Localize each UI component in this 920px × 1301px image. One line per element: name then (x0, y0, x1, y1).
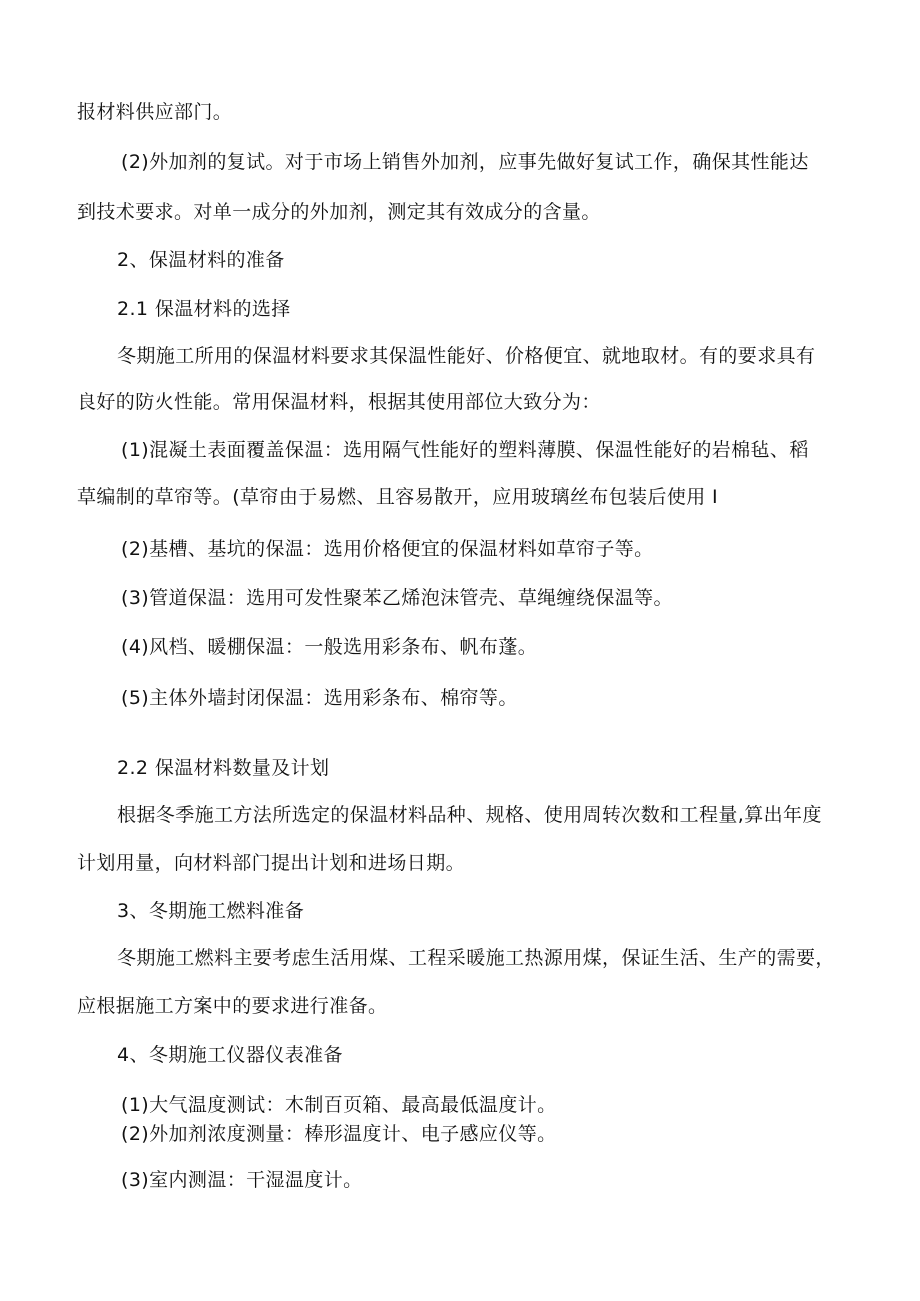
list-item: (1)混凝土表面覆盖保温：选用隔气性能好的塑料薄膜、保温性能好的岩棉毡、稻 (121, 439, 809, 461)
text-line: 草编制的草帘等。(草帘由于易燃、且容易散开，应用玻璃丝布包装后使用 I (77, 486, 719, 508)
text-line: 冬期施工燃料主要考虑生活用煤、工程采暖施工热源用煤，保证生活、生产的需要， (117, 947, 835, 969)
list-item: (2)外加剂浓度测量：棒形温度计、电子感应仪等。 (121, 1123, 557, 1145)
list-item: (3)室内测温：干湿温度计。 (121, 1169, 363, 1191)
text-line: 应根据施工方案中的要求进行准备。 (77, 995, 388, 1017)
section-heading: 2、保温材料的准备 (117, 249, 285, 271)
text-line: 计划用量，向材料部门提出计划和进场日期。 (77, 852, 466, 874)
text-line: 冬期施工所用的保温材料要求其保温性能好、价格便宜、就地取材。有的要求具有 (117, 345, 816, 367)
subsection-heading: 2.1 保温材料的选择 (117, 298, 291, 320)
text-line: 良好的防火性能。常用保温材料，根据其使用部位大致分为： (77, 391, 601, 413)
list-item: (5)主体外墙封闭保温：选用彩条布、棉帘等。 (121, 687, 518, 709)
list-item: (2)基槽、基坑的保温：选用价格便宜的保温材料如草帘子等。 (121, 538, 654, 560)
list-item: (1)大气温度测试：木制百页箱、最高最低温度计。 (121, 1094, 557, 1116)
section-heading: 4、冬期施工仪器仪表准备 (117, 1044, 343, 1066)
list-item: (4)风档、暖棚保温：一般选用彩条布、帆布蓬。 (121, 636, 538, 658)
subsection-heading: 2.2 保温材料数量及计划 (117, 757, 330, 779)
text-line: (2)外加剂的复试。对于市场上销售外加剂，应事先做好复试工作，确保其性能达 (121, 151, 809, 173)
list-item: (3)管道保温：选用可发性聚苯乙烯泡沫管壳、草绳缠绕保温等。 (121, 587, 673, 609)
text-line: 到技术要求。对单一成分的外加剂，测定其有效成分的含量。 (77, 201, 601, 223)
text-line: 报材料供应部门。 (77, 101, 233, 123)
section-heading: 3、冬期施工燃料准备 (117, 900, 305, 922)
text-line: 根据冬季施工方法所选定的保温材料品种、规格、使用周转次数和工程量,算出年度 (117, 804, 822, 826)
